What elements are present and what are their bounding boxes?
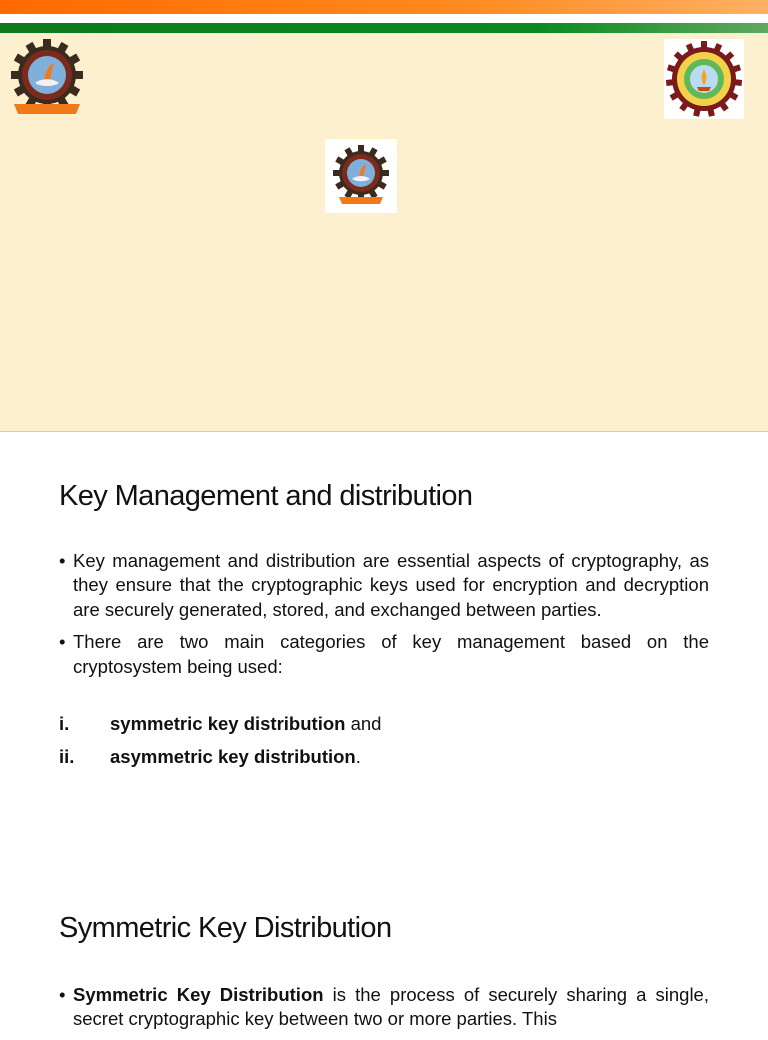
list-rest-text: and: [345, 713, 382, 734]
bullet-list-2: [59, 983, 709, 1040]
bullet-bold-text: Symmetric Key Distribution: [73, 984, 324, 1005]
list-bold-text: asymmetric key distribution: [110, 746, 356, 767]
list-rest-text: .: [355, 746, 361, 767]
bullet-item: [59, 983, 709, 1032]
slide-title-2: Symmetric Key Distribution: [59, 912, 392, 944]
list-text: [110, 745, 361, 769]
bullet-item: • There are two main categories of key management based on the cryptosystem being used:: [59, 630, 709, 679]
saffron-stripe: [0, 0, 768, 14]
university-logo-right: [664, 39, 744, 119]
white-stripe: [0, 14, 768, 23]
institute-logo-center: [325, 139, 397, 213]
list-text: [110, 712, 381, 736]
list-number: ii.: [59, 746, 75, 767]
bullet-item: • Key management and distribution are essential aspects of cryptography, as they ensure that the cryptographic keys used for encryption and decryption are securely generated, stored, and exchanged between parties.: [59, 549, 709, 622]
gear-emblem-icon: [6, 38, 88, 120]
list-bold-text: symmetric key distribution: [110, 713, 346, 734]
gear-emblem-small-icon: [325, 139, 397, 213]
list-number: i.: [59, 713, 70, 734]
content-slide: [0, 432, 768, 1030]
green-stripe: [0, 23, 768, 33]
university-seal-icon: [664, 39, 744, 119]
tricolor-banner: [0, 0, 768, 36]
institute-logo-left: [6, 38, 88, 120]
bullet-list: [59, 549, 709, 687]
slide-title: Key Management and distribution: [59, 480, 473, 512]
title-slide: [0, 0, 768, 432]
bullet-rest-text: is the process of securely sharing a single, secret cryptographic key between two or more parties. This: [73, 984, 709, 1030]
